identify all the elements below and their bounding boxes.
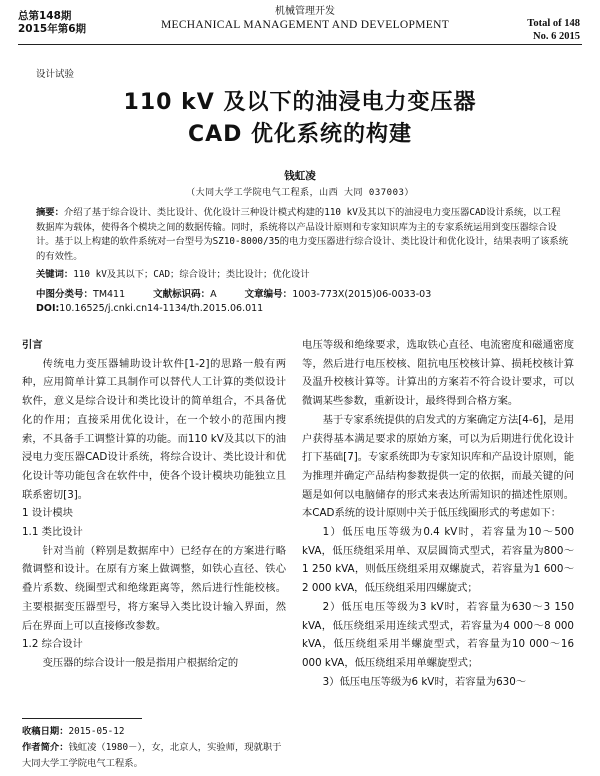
body-left-column <box>22 336 286 673</box>
journal-name <box>140 6 470 32</box>
footnote-divider <box>22 718 142 719</box>
keywords <box>36 268 568 282</box>
author-affiliation: （大同大学工学院电气工程系，山西 大同 037003） <box>186 188 414 198</box>
classification-line <box>36 286 431 300</box>
body-right-column <box>302 336 574 691</box>
intro-heading: 引言 <box>22 339 43 351</box>
section-1-heading: 1 设计模块 <box>22 507 74 520</box>
rule-item-2: 2）低压电压等级为3 kV时，若容量为630～3 150 kVA，低压绕组采用连续式型式，若容量为4 000～8 000 kVA，低压绕组采用半螺旋型式，若容量为10 000～16 000 kVA，低压绕组采用单螺旋型式； <box>302 600 574 669</box>
section-1-2-paragraph: 变压器的综合设计一般是指用户根据给定的 <box>42 656 239 669</box>
section-1-2-heading: 1.2 综合设计 <box>22 638 83 651</box>
doi-value: 10.16525/j.cnki.cn14-1134/th.2015.06.011 <box>59 303 264 314</box>
intro-paragraph: 传统电力变压器辅助设计软件[1-2]的思路一般有两种，应用简单计算工具制作可以替代人工计算的类似设计软件，意义是综合设计和类比设计的简单组合，不具备优化的作用；直接采用优化设计，在一个较小的范围内搜索，不具备手工调整计算的功能。而110 kV及其以下的油浸电力变压器CAD设计系统，将综合设计、类比设计和优化设计等功能包含在软件中，使各个设计模块功能独立且联系密切[3]。 <box>22 357 286 501</box>
keywords-text: 110 kV及其以下；CAD；综合设计；类比设计；优化设计 <box>73 269 310 280</box>
doi-label: DOI: <box>36 303 60 314</box>
received-label: 收稿日期： <box>22 726 69 737</box>
received-date <box>22 724 286 740</box>
footnote <box>22 724 286 772</box>
abstract-label: 摘要： <box>36 207 64 218</box>
section-tag: 设计试验 <box>36 69 75 80</box>
doi-line <box>36 303 263 314</box>
journal-issue-left <box>18 10 86 36</box>
article-number-value: 1003-773X(2015)06-0033-03 <box>292 289 432 300</box>
paper-title-line-1: 110 kV 及以下的油浸电力变压器 <box>123 90 477 115</box>
doc-code-label: 文献标识码： <box>153 289 211 300</box>
header-divider <box>18 44 582 45</box>
rule-item-1: 1）低压电压等级为0.4 kV时，若容量为10～500 kVA，低压绕组采用单、双层圆筒式型式，若容量为800～1 250 kVA，则低压绕组采用双螺旋式，若容量为1 600～2 000 kVA，低压绕组采用四螺旋式； <box>302 526 574 595</box>
doc-code-value: A <box>210 289 217 300</box>
issue-no-en: No. 6 2015 <box>533 31 580 42</box>
rule-item-3: 3）低压电压等级为6 kV时，若容量为630～ <box>322 675 527 688</box>
clc-value: TM411 <box>93 289 126 300</box>
abstract-text: 介绍了基于综合设计、类比设计、优化设计三种设计模式构建的110 kV及其以下的油浸电力变压器CAD设计系统，以工程数据库为载体，使得各个模块之间的数据传输。同时，系统将以产品设计原则和专家知识库为主的专家系统运用到变压器综合设计。基于以上构建的软件系统对一台型号为SZ10-8000/35的电力变压器进行综合设计、类比设计和优化设计，结果表明了该系统的有效性。 <box>36 207 569 262</box>
section-1-1-heading: 1.1 类比设计 <box>22 526 83 539</box>
abstract <box>36 206 568 264</box>
continued-paragraph: 电压等级和绝缘要求，选取铁心直径、电流密度和磁通密度等，然后进行电压校核、阻抗电压校核计算、损耗校核计算及温升校核计算等。计算出的方案若不符合设计要求，可以微调某些参数，重新设计，最终得到合格方案。 <box>302 339 574 408</box>
article-number-label: 文章编号： <box>244 289 293 300</box>
issue-total-en: Total of 148 <box>527 18 580 29</box>
author-bio <box>22 740 286 772</box>
journal-name-en: MECHANICAL MANAGEMENT AND DEVELOPMENT <box>160 19 450 31</box>
expert-system-paragraph: 基于专家系统提供的启发式的方案确定方法[4-6]，是用户获得基本满足要求的原始方案，可以为后期进行优化设计打下基础[7]。专家系统即为专家知识库和产品设计原则，能为推理并确定产品结构参数提供一定的依据，而最关键的问题是如何以电脑储存的形式来表达所需知识的描述性原则。本CAD系统的设计原则中关于低压线圈形式的考虑如下： <box>302 413 575 520</box>
received-value: 2015-05-12 <box>68 726 125 737</box>
author-name: 钱虹凌 <box>284 170 316 182</box>
section-1-1-paragraph: 针对当前（粹别是数据库中）已经存在的方案进行略微调整和设计。在原有方案上做调整，如铁心直径、铁心叠片系数、绕圈型式和绝缘距离等，然后进行性能校核。主要根据变压器型号，将方案导入类比设计输入界面，然后在界面上可以直接修改参数。 <box>22 544 286 632</box>
clc-label: 中图分类号： <box>36 289 94 300</box>
journal-name-cn: 机械管理开发 <box>275 6 335 17</box>
author-bio-label: 作者简介： <box>22 742 69 753</box>
paper-title-line-2: CAD 优化系统的构建 <box>187 122 413 147</box>
author-bio-text: 钱虹凌（1980－），女，北京人，实验师，现就职于大同大学工学院电气工程系。 <box>22 742 282 769</box>
issue-total: 总第148期 <box>18 10 72 22</box>
issue-year: 2015年第6期 <box>18 23 87 35</box>
keywords-label: 关键词： <box>36 269 74 280</box>
journal-issue-right <box>527 17 580 43</box>
